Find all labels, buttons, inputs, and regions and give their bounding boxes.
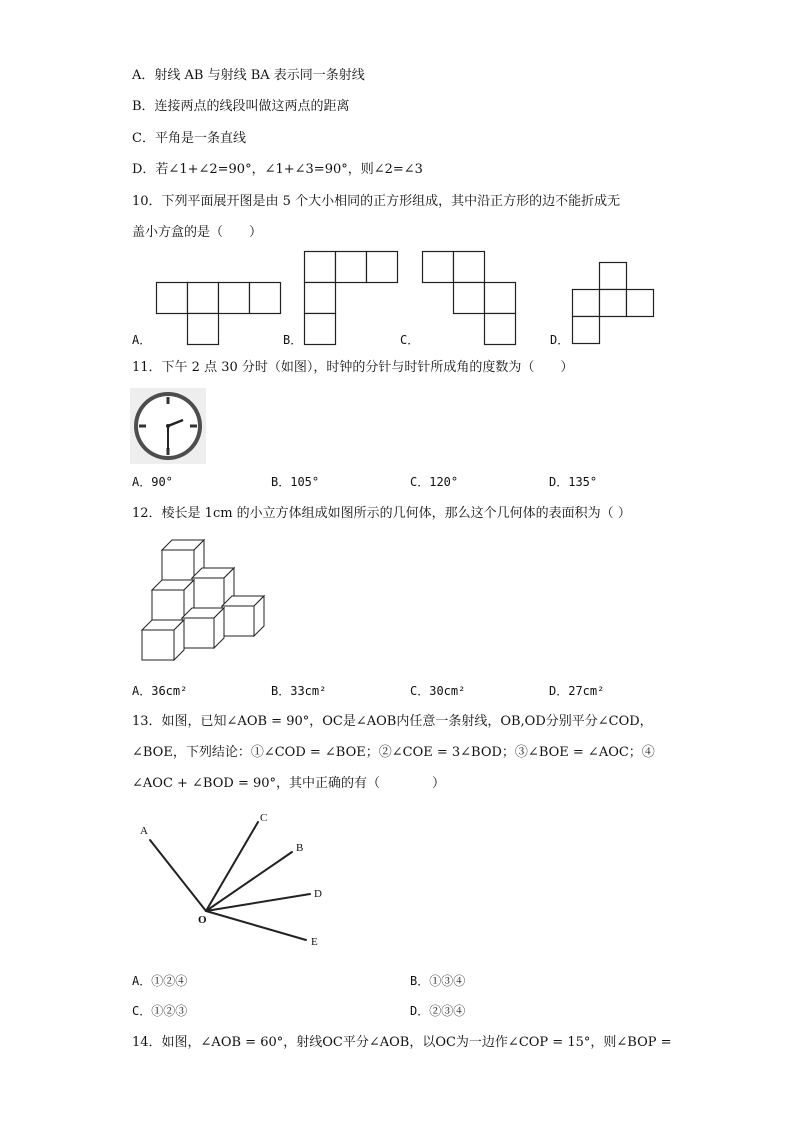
- q12-option-a: A．36cm²: [132, 684, 188, 698]
- q12-option-d: D．27cm²: [549, 684, 605, 698]
- angle-rays-figure: [130, 808, 330, 953]
- q11-stem: 11．下午 2 点 30 分时（如图），时钟的分针与时针所成角的度数为（ ）: [132, 360, 574, 375]
- q12-option-c: C．30cm²: [410, 684, 466, 698]
- q13-option-d: D．②③④: [410, 1004, 466, 1018]
- q13-option-b: B．①③④: [410, 974, 466, 988]
- net-figure-a: [156, 282, 282, 346]
- q9-option-d: D．若∠1+∠2=90°，∠1+∠3=90°，则∠2=∠3: [132, 162, 423, 177]
- q10-option-b: B．: [283, 333, 303, 347]
- q10-stem-line2: 盖小方盒的是（ ）: [132, 225, 263, 240]
- q10-option-a: A．: [132, 333, 152, 347]
- point-d-label: D: [314, 888, 322, 900]
- q10-option-d: D．: [550, 333, 570, 347]
- net-figure-c: [422, 251, 517, 346]
- point-b-label: B: [296, 842, 304, 854]
- q11-option-a: A．90°: [132, 475, 173, 489]
- q12-stem: 12．棱长是 1cm 的小立方体组成如图所示的几何体，那么这个几何体的表面积为（ ）: [132, 506, 631, 521]
- q10-stem-line1: 10．下列平面展开图是由 5 个大小相同的正方形组成，其中沿正方形的边不能折成无: [132, 194, 621, 209]
- q13-option-c: C．①②③: [132, 1004, 188, 1018]
- q9-option-a: A．射线 AB 与射线 BA 表示同一条射线: [132, 68, 365, 83]
- q11-option-c: C．120°: [410, 475, 459, 489]
- point-e-label: E: [311, 936, 318, 948]
- q13-stem-line3: ∠AOC + ∠BOD = 90°，其中正确的有（ ）: [132, 776, 446, 791]
- q13-stem-line1: 13．如图，已知∠AOB = 90°，OC是∠AOB内任意一条射线，OB,OD分别平分∠COD，: [132, 714, 653, 729]
- q10-option-c: C．: [400, 333, 420, 347]
- q9-option-c: C．平角是一条直线: [132, 131, 246, 146]
- cube-stack-figure: [138, 538, 268, 664]
- q11-option-d: D．135°: [549, 475, 598, 489]
- clock-figure: [130, 388, 206, 464]
- point-a-label: A: [140, 825, 148, 837]
- net-figure-d: [572, 262, 656, 346]
- q13-stem-line2: ∠BOE，下列结论：①∠COD = ∠BOE；②∠COE = 3∠BOD；③∠BOE = ∠AOC；④: [132, 745, 655, 760]
- q12-option-b: B．33cm²: [271, 684, 327, 698]
- q14-stem: 14．如图，∠AOB = 60°，射线OC平分∠AOB，以OC为一边作∠COP = 15°，则∠BOP =: [132, 1035, 672, 1050]
- point-c-label: C: [260, 812, 268, 824]
- point-o-label: O: [198, 914, 207, 926]
- q13-option-a: A．①②④: [132, 974, 188, 988]
- q9-option-b: B．连接两点的线段叫做这两点的距离: [132, 99, 350, 114]
- q11-option-b: B．105°: [271, 475, 320, 489]
- net-figure-b: [304, 251, 399, 346]
